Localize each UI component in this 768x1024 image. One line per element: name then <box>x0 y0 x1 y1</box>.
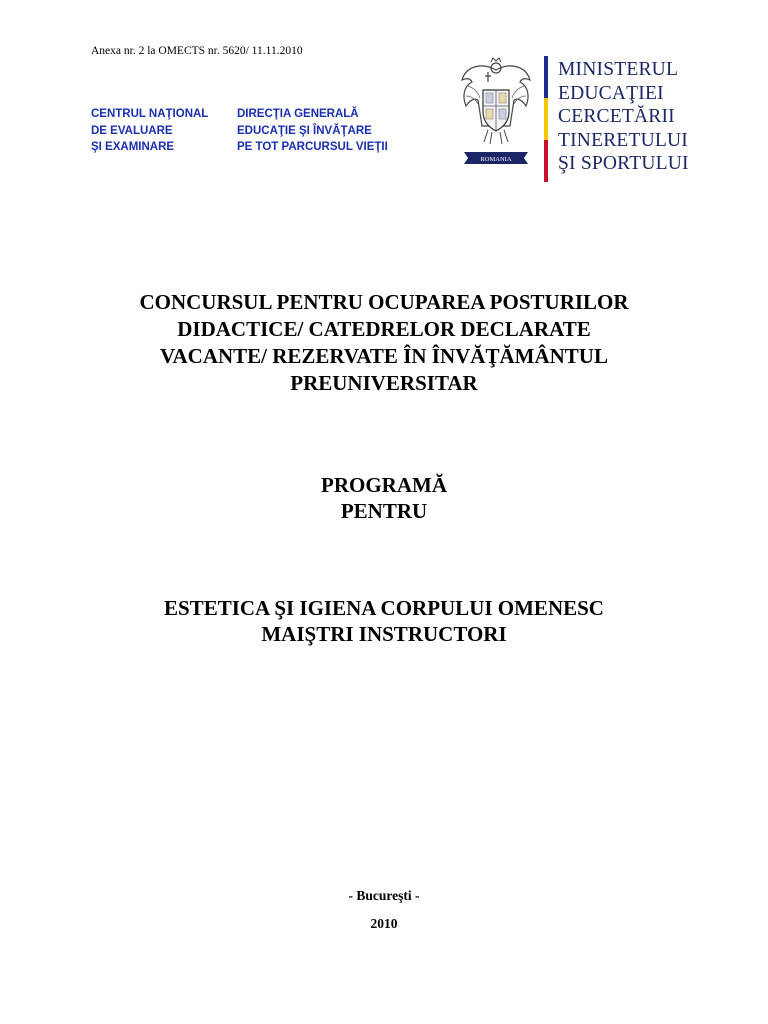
flag-red-stripe <box>544 140 548 182</box>
programa-line-2: PENTRU <box>340 499 428 523</box>
flag-blue-stripe <box>544 56 548 98</box>
year-label: 2010 <box>370 916 398 931</box>
title-line-4: PREUNIVERSITAR <box>290 371 478 395</box>
ministry-name <box>558 58 689 176</box>
annex-reference: Anexa nr. 2 la OMECTS nr. 5620/ 11.11.2010 <box>91 45 303 57</box>
coat-of-arms-icon <box>458 56 534 170</box>
title-line-1: CONCURSUL PENTRU OCUPAREA POSTURILOR <box>139 290 629 314</box>
ministry-line-2: EDUCAŢIEI <box>558 82 664 104</box>
ministry-line-5: ŞI SPORTULUI <box>558 153 689 174</box>
crest-banner-text: ROMANIA <box>480 156 512 163</box>
subject-line-1: ESTETICA ŞI IGIENA CORPULUI OMENESC <box>164 596 604 620</box>
city-label: - Bucureşti - <box>348 888 420 903</box>
subject-heading <box>0 595 768 647</box>
flag-yellow-stripe <box>544 98 548 140</box>
directorate-line-2: EDUCAŢIE ŞI ÎNVĂŢARE <box>237 124 372 137</box>
title-line-3: VACANTE/ REZERVATE ÎN ÎNVĂŢĂMÂNTUL <box>160 344 608 368</box>
ministry-line-3: CERCETĂRII <box>558 106 675 127</box>
title-line-2: DIDACTICE/ CATEDRELOR DECLARATE <box>177 317 591 341</box>
cnee-line-3: ŞI EXAMINARE <box>91 141 175 153</box>
programa-heading <box>0 472 768 524</box>
cnee-line-1: CENTRUL NAŢIONAL <box>91 108 209 120</box>
directorate-line-3: PE TOT PARCURSUL VIEŢII <box>237 141 388 153</box>
cnee-line-2: DE EVALUARE <box>91 124 173 137</box>
cnee-name <box>91 106 208 156</box>
directorate-line-1: DIRECŢIA GENERALĂ <box>237 108 359 120</box>
ministry-line-1: MINISTERUL <box>558 59 679 80</box>
competition-title <box>0 289 768 397</box>
programa-line-1: PROGRAMĂ <box>321 473 447 497</box>
subject-line-2: MAIŞTRI INSTRUCTORI <box>261 622 507 646</box>
ministry-line-4: TINERETULUI <box>558 129 688 151</box>
flag-bar <box>544 56 548 182</box>
directorate-name <box>237 106 388 156</box>
